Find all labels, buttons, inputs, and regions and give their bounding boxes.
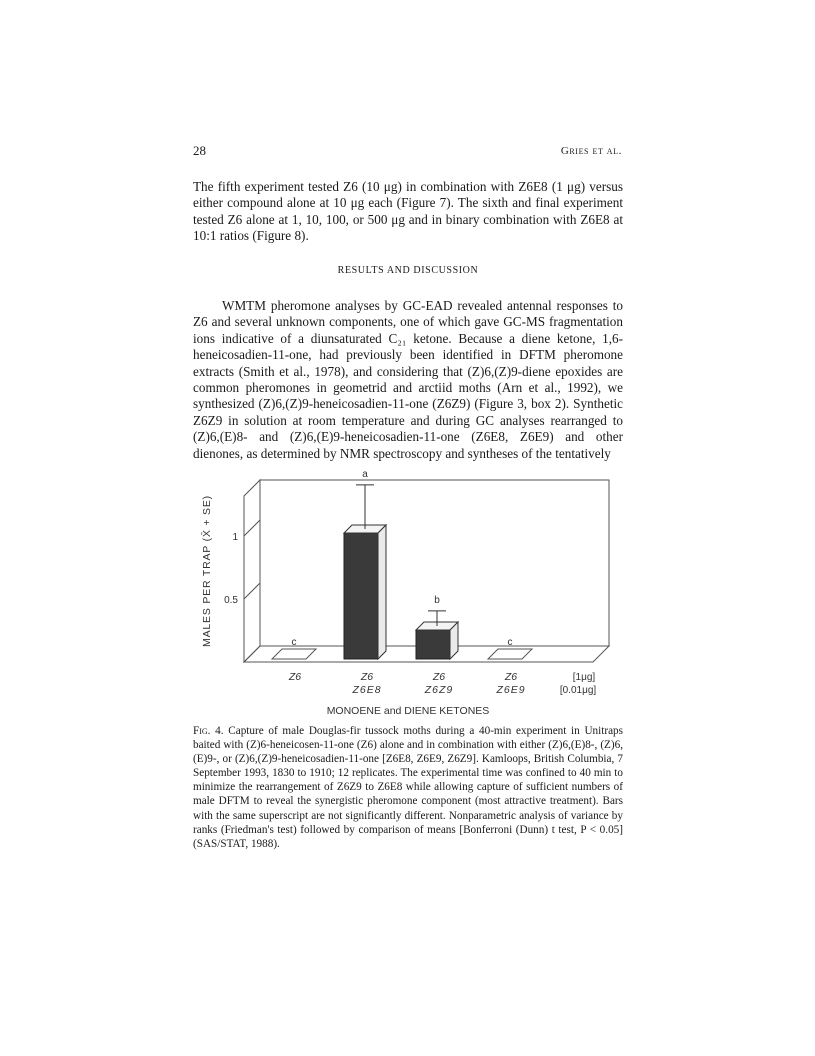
y-tick-mark — [244, 520, 260, 536]
y-axis-label: MALES PER TRAP (X̄ + SE) — [201, 495, 213, 647]
bar-zero — [488, 649, 532, 659]
x-axis-label: MONOENE and DIENE KETONES — [326, 705, 490, 717]
bar-chart — [196, 468, 626, 718]
chart-left-wall — [244, 480, 260, 662]
caption-label: Fig. 4. — [193, 725, 224, 737]
y-tick-mark — [244, 583, 260, 599]
dose-label-2: [0.01μg] — [559, 685, 597, 696]
y-tick-label: 0.5 — [224, 595, 238, 606]
category-label-2: Z6E8 — [352, 684, 382, 696]
category-label: Z6 — [432, 671, 446, 683]
bar-zero — [272, 649, 316, 659]
paragraph-experiments: The fifth experiment tested Z6 (10 μg) in combination with Z6E8 (1 μg) versus either compound alone at 10 μg each (Figure 7). The sixth and final experiment tested Z6 alone at 1, 10, 100, or 500 μg and in binary combination with Z6E8 at 10:1 ratios (Figure 8). — [193, 179, 623, 244]
category-label: Z6 — [360, 671, 374, 683]
category-label-2: Z6Z9 — [424, 684, 454, 696]
figure-caption — [193, 724, 623, 851]
significance-letter: c — [291, 637, 297, 648]
significance-letter: a — [362, 468, 368, 480]
caption-text: Capture of male Douglas-fir tussock moths during a 40-min experiment in Unitraps baited with (Z)6-heneicosen-11-one (Z6) alone and in combination with either (Z)6,(E)8-, (Z)6,(E)9-, or (Z)6,(Z)9-heneicosadien-11-one [Z6E8, Z6E9, Z6Z9]. Kamloops, British Columbia, 7 September 1993, 1830 to 1910; 12 replicates. The experimental time was confined to 40 min to minimize the rearrangement of Z6Z9 to Z6E8 while allowing capture of sufficient numbers of male DFTM to reveal the synergistic pheromone component (most attractive treatment). Bars with the same superscript are not significantly different. Nonparametric analysis of variance by ranks (Friedman's test) followed by comparison of means [Bonferroni (Dunn) t test, P < 0.05] (SAS/STAT, 1988). — [193, 725, 623, 850]
bar-front — [416, 630, 450, 659]
bar-side — [378, 525, 386, 659]
running-head: Gries et al. — [560, 145, 622, 157]
page-number: 28 — [193, 143, 206, 158]
significance-letter: b — [434, 594, 440, 606]
bar-front — [344, 533, 378, 659]
dose-label: [1μg] — [572, 672, 596, 683]
significance-letter: c — [507, 637, 513, 648]
category-label-2: Z6E9 — [496, 684, 526, 696]
chart-back-wall — [260, 480, 609, 646]
paragraph-results: WMTM pheromone analyses by GC-EAD revealed antennal responses to Z6 and several unknown components, one of which gave GC-MS fragmentation ions indicative of a diunsaturated C₂₁ ketone. Because a diene ketone, 1,6-heneicosadien-11-one, had previously been identified in DFTM pheromone extracts (Smith et al., 1978), and considering that (Z)6,(Z)9-diene epoxides are common pheromones in geometrid and arctiid moths (Arn et al., 1992), we synthesized (Z)6,(Z)9-heneicosadien-11-one (Z6Z9) (Figure 3, box 2). Synthetic Z6Z9 in solution at room temperature and during GC analyses rearranged to (Z)6,(E)8- and (Z)6,(E)9-heneicosadien-11-one (Z6E8, Z6E9) and other dienones, as determined by NMR spectroscopy and syntheses of the tentatively — [193, 298, 623, 461]
section-heading: RESULTS AND DISCUSSION — [337, 265, 479, 276]
y-tick-label: 1 — [232, 532, 238, 543]
category-label: Z6 — [504, 671, 518, 683]
category-label: Z6 — [288, 671, 302, 683]
figure-4 — [196, 468, 626, 718]
